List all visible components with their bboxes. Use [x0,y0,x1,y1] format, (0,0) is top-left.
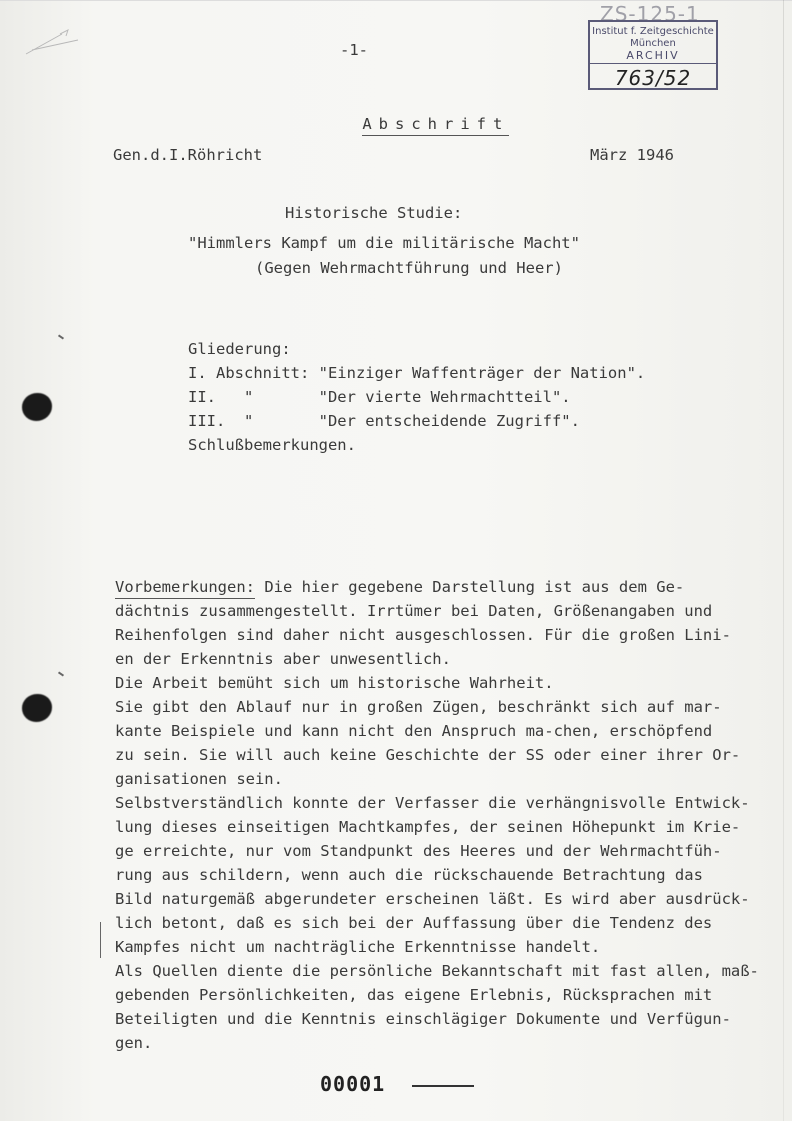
preface-line: Die Arbeit bemüht sich um historische Wahrheit. [115,674,554,692]
preface-line: dächtnis zusammengestellt. Irrtümer bei Daten, Größenangaben und [115,602,713,620]
page-edge [0,0,792,1]
outline-item: I. Abschnitt: "Einziger Waffenträger der Nation". [188,364,646,382]
corner-scratch-mark [22,28,82,58]
preface-line: Sie gibt den Ablauf nur in großen Zügen, beschränkt sich auf mar- [115,698,722,716]
preface-line: Kampfes nicht um nachträgliche Erkenntnisse handelt. [115,938,601,956]
preface-body [115,575,792,1055]
preface-label: Vorbemerkungen: [115,578,255,599]
doc-type-heading [297,88,509,160]
outline-item: III. " "Der entscheidende Zugriff". [188,412,580,430]
preface-line: en der Erkenntnis aber unwesentlich. [115,650,451,668]
punch-hole-top [22,393,52,421]
preface-line: zu sein. Sie will auch keine Geschichte der SS oder einer ihrer Or- [115,746,741,764]
folio-rule [412,1085,474,1087]
study-title: "Himmlers Kampf um die militärische Macht" [188,234,580,252]
study-subtitle: (Gegen Wehrmachtführung und Heer) [255,259,563,277]
preface-line: lich betont, daß es sich bei der Auffassung über die Tendenz des [115,914,713,932]
preface-line: gen. [115,1034,153,1052]
stamp-number: 763/52 [614,66,692,90]
preface-line: Als Quellen diente die persönliche Bekanntschaft mit fast allen, maß- [115,962,759,980]
margin-bracket [100,922,104,958]
preface-line: Beteiligten und die Kenntnis einschlägiger Dokumente und Verfügun- [115,1010,731,1028]
preface-line: rung aus schildern, wenn auch die rückschauende Betrachtung das [115,866,703,884]
stamp-archive: ARCHIV [590,49,716,64]
preface-line: ganisationen sein. [115,770,283,788]
date-line: März 1946 [590,146,674,164]
stamp-institute: Institut f. Zeitgeschichte [592,26,714,37]
margin-tick [58,334,64,339]
outline-item: Schlußbemerkungen. [188,436,356,454]
preface-line: Selbstverständlich konnte der Verfasser die verhängnisvolle Entwick- [115,794,750,812]
preface-first-line [115,575,792,599]
archive-stamp [588,20,718,90]
margin-tick [58,671,64,676]
folio-number: 00001 [320,1072,386,1096]
archive-pencil-reference: ZS-125-1 [600,2,700,26]
punch-hole-bottom [22,694,52,722]
outline-heading: Gliederung: [188,340,291,358]
preface-line: gebenden Persönlichkeiten, das eigene Erlebnis, Rücksprachen mit [115,986,713,1004]
study-kind: Historische Studie: [285,204,463,222]
doc-type-text: Abschrift [362,115,509,136]
preface-line: ge erreichte, nur vom Standpunkt des Heeres und der Wehrmachtfüh- [115,842,722,860]
preface-line: kante Beispiele und kann nicht den Anspruch ma-chen, erschöpfend [115,722,713,740]
preface-line: Reihenfolgen sind daher nicht ausgeschlossen. Für die großen Lini- [115,626,731,644]
preface-first-line-text: Die hier gegebene Darstellung ist aus dem Ge- [254,578,685,596]
page-number: -1- [340,41,368,59]
author-line: Gen.d.I.Röhricht [113,146,263,164]
outline-item: II. " "Der vierte Wehrmachtteil". [188,388,571,406]
preface-line: lung dieses einseitigen Machtkampfes, der seinen Höhepunkt im Krie- [115,818,741,836]
stamp-city: München [630,38,676,49]
preface-line: Bild naturgemäß abgerundeter erscheinen läßt. Es wird aber ausdrück- [115,890,750,908]
